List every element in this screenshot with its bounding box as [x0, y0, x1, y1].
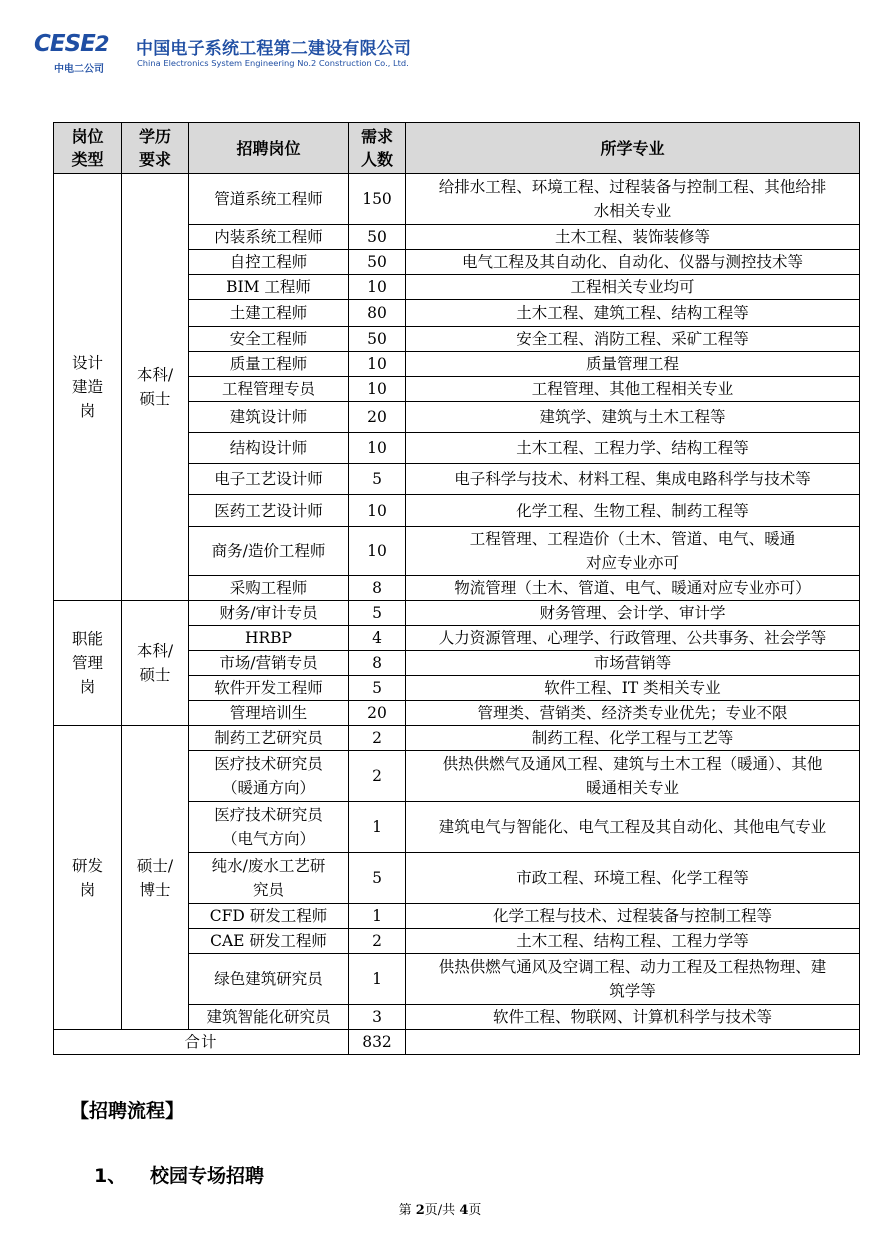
cell-position: 医疗技术研究员 （电气方向） [189, 802, 349, 853]
cell-major: 安全工程、消防工程、采矿工程等 [406, 327, 860, 352]
cell-position: 医药工艺设计师 [189, 495, 349, 527]
footer-page: 2 [415, 1203, 425, 1218]
cell-count: 10 [349, 352, 406, 377]
table-row [54, 601, 860, 626]
cell-major: 市政工程、环境工程、化学工程等 [406, 853, 860, 904]
cell-count: 10 [349, 275, 406, 300]
cell-position: 医疗技术研究员 （暖通方向） [189, 751, 349, 802]
company-logo [34, 30, 130, 74]
cell-count: 1 [349, 802, 406, 853]
cell-count: 5 [349, 676, 406, 701]
footer-prefix: 第 [398, 1203, 416, 1218]
company-name-cn: 中国电子系统工程第二建设有限公司 [136, 39, 412, 59]
cell-position: 质量工程师 [189, 352, 349, 377]
cell-position: BIM 工程师 [189, 275, 349, 300]
cell-position: 自控工程师 [189, 250, 349, 275]
cell-position: 软件开发工程师 [189, 676, 349, 701]
cell-major: 管理类、营销类、经济类专业优先；专业不限 [406, 701, 860, 726]
header-major: 所学专业 [406, 123, 860, 174]
cell-position: 绿色建筑研究员 [189, 954, 349, 1005]
cell-major: 软件工程、物联网、计算机科学与技术等 [406, 1005, 860, 1030]
cell-major: 物流管理（土木、管道、电气、暖通对应专业亦可） [406, 576, 860, 601]
logo-text: CESE [34, 31, 95, 57]
cell-count: 4 [349, 626, 406, 651]
cell-position: CFD 研发工程师 [189, 904, 349, 929]
total-count: 832 [349, 1030, 406, 1055]
cell-position: 土建工程师 [189, 300, 349, 327]
section-title: 【招聘流程】 [70, 1100, 185, 1122]
cell-major: 市场营销等 [406, 651, 860, 676]
logo-mark [34, 30, 109, 58]
cell-major: 供热供燃气及通风工程、建筑与土木工程（暖通）、其他 暖通相关专业 [406, 751, 860, 802]
cell-position: 建筑设计师 [189, 402, 349, 433]
cell-major: 土木工程、结构工程、工程力学等 [406, 929, 860, 954]
logo-subtitle: 中电二公司 [54, 64, 104, 75]
cell-count: 20 [349, 402, 406, 433]
cell-position: 结构设计师 [189, 433, 349, 464]
cell-major: 财务管理、会计学、审计学 [406, 601, 860, 626]
cell-major: 化学工程、生物工程、制药工程等 [406, 495, 860, 527]
cell-major: 建筑学、建筑与土木工程等 [406, 402, 860, 433]
cell-count: 5 [349, 853, 406, 904]
header-education: 学历 要求 [122, 123, 189, 174]
subsection-text: 校园专场招聘 [150, 1165, 265, 1187]
cell-major: 供热供燃气通风及空调工程、动力工程及工程热物理、建 筑学等 [406, 954, 860, 1005]
cell-count: 50 [349, 327, 406, 352]
footer-total: 4 [459, 1203, 469, 1218]
cell-count: 10 [349, 377, 406, 402]
cell-count: 2 [349, 751, 406, 802]
cell-position: 管理培训生 [189, 701, 349, 726]
cell-position: 纯水/废水工艺研 究员 [189, 853, 349, 904]
cell-count: 5 [349, 464, 406, 495]
cell-education: 本科/ 硕士 [122, 601, 189, 726]
table-row [54, 174, 860, 225]
cell-education: 本科/ 硕士 [122, 174, 189, 601]
cell-count: 3 [349, 1005, 406, 1030]
cell-major: 工程管理、工程造价（土木、管道、电气、暖通 对应专业亦可 [406, 527, 860, 576]
subsection-number: 1、 [94, 1165, 127, 1187]
cell-count: 1 [349, 954, 406, 1005]
total-major [406, 1030, 860, 1055]
cell-count: 80 [349, 300, 406, 327]
cell-major: 人力资源管理、心理学、行政管理、公共事务、社会学等 [406, 626, 860, 651]
cell-position: CAE 研发工程师 [189, 929, 349, 954]
table-header-row [54, 123, 860, 174]
cell-count: 8 [349, 651, 406, 676]
cell-position: 安全工程师 [189, 327, 349, 352]
cell-major: 化学工程与技术、过程装备与控制工程等 [406, 904, 860, 929]
cell-major: 建筑电气与智能化、电气工程及其自动化、其他电气专业 [406, 802, 860, 853]
cell-count: 1 [349, 904, 406, 929]
footer-suffix: 页 [468, 1203, 482, 1218]
cell-major: 质量管理工程 [406, 352, 860, 377]
cell-position: 采购工程师 [189, 576, 349, 601]
cell-major: 土木工程、装饰装修等 [406, 225, 860, 250]
cell-major: 土木工程、工程力学、结构工程等 [406, 433, 860, 464]
cell-position-type: 职能 管理 岗 [54, 601, 122, 726]
cell-count: 10 [349, 495, 406, 527]
cell-count: 8 [349, 576, 406, 601]
recruitment-table [53, 122, 860, 1055]
cell-count: 2 [349, 726, 406, 751]
cell-major: 土木工程、建筑工程、结构工程等 [406, 300, 860, 327]
cell-count: 50 [349, 225, 406, 250]
cell-major: 软件工程、IT 类相关专业 [406, 676, 860, 701]
cell-position: 商务/造价工程师 [189, 527, 349, 576]
cell-position-type: 设计 建造 岗 [54, 174, 122, 601]
header-count: 需求 人数 [349, 123, 406, 174]
cell-count: 10 [349, 433, 406, 464]
cell-position: 市场/营销专员 [189, 651, 349, 676]
cell-position: 内装系统工程师 [189, 225, 349, 250]
cell-position: 工程管理专员 [189, 377, 349, 402]
cell-count: 50 [349, 250, 406, 275]
page-footer [0, 1199, 880, 1218]
subsection-title [94, 1161, 264, 1188]
cell-position: 建筑智能化研究员 [189, 1005, 349, 1030]
cell-count: 5 [349, 601, 406, 626]
cell-count: 20 [349, 701, 406, 726]
total-row [54, 1030, 860, 1055]
cell-count: 10 [349, 527, 406, 576]
total-label: 合计 [54, 1030, 349, 1055]
cell-education: 硕士/ 博士 [122, 726, 189, 1030]
cell-position: 制药工艺研究员 [189, 726, 349, 751]
cell-position: 财务/审计专员 [189, 601, 349, 626]
cell-count: 2 [349, 929, 406, 954]
company-name-en: China Electronics System Engineering No.2 Construction Co., Ltd. [137, 58, 409, 68]
cell-count: 150 [349, 174, 406, 225]
cell-major: 工程相关专业均可 [406, 275, 860, 300]
header-position: 招聘岗位 [189, 123, 349, 174]
cell-major: 工程管理、其他工程相关专业 [406, 377, 860, 402]
table-body [54, 174, 860, 1030]
cell-major: 制药工程、化学工程与工艺等 [406, 726, 860, 751]
cell-position: HRBP [189, 626, 349, 651]
cell-position: 电子工艺设计师 [189, 464, 349, 495]
cell-position-type: 研发 岗 [54, 726, 122, 1030]
header-position-type: 岗位 类型 [54, 123, 122, 174]
footer-mid: 页/共 [424, 1203, 460, 1218]
logo-number: 2 [94, 32, 109, 56]
cell-major: 电气工程及其自动化、自动化、仪器与测控技术等 [406, 250, 860, 275]
cell-position: 管道系统工程师 [189, 174, 349, 225]
table-row [54, 726, 860, 751]
cell-major: 电子科学与技术、材料工程、集成电路科学与技术等 [406, 464, 860, 495]
cell-major: 给排水工程、环境工程、过程装备与控制工程、其他给排 水相关专业 [406, 174, 860, 225]
